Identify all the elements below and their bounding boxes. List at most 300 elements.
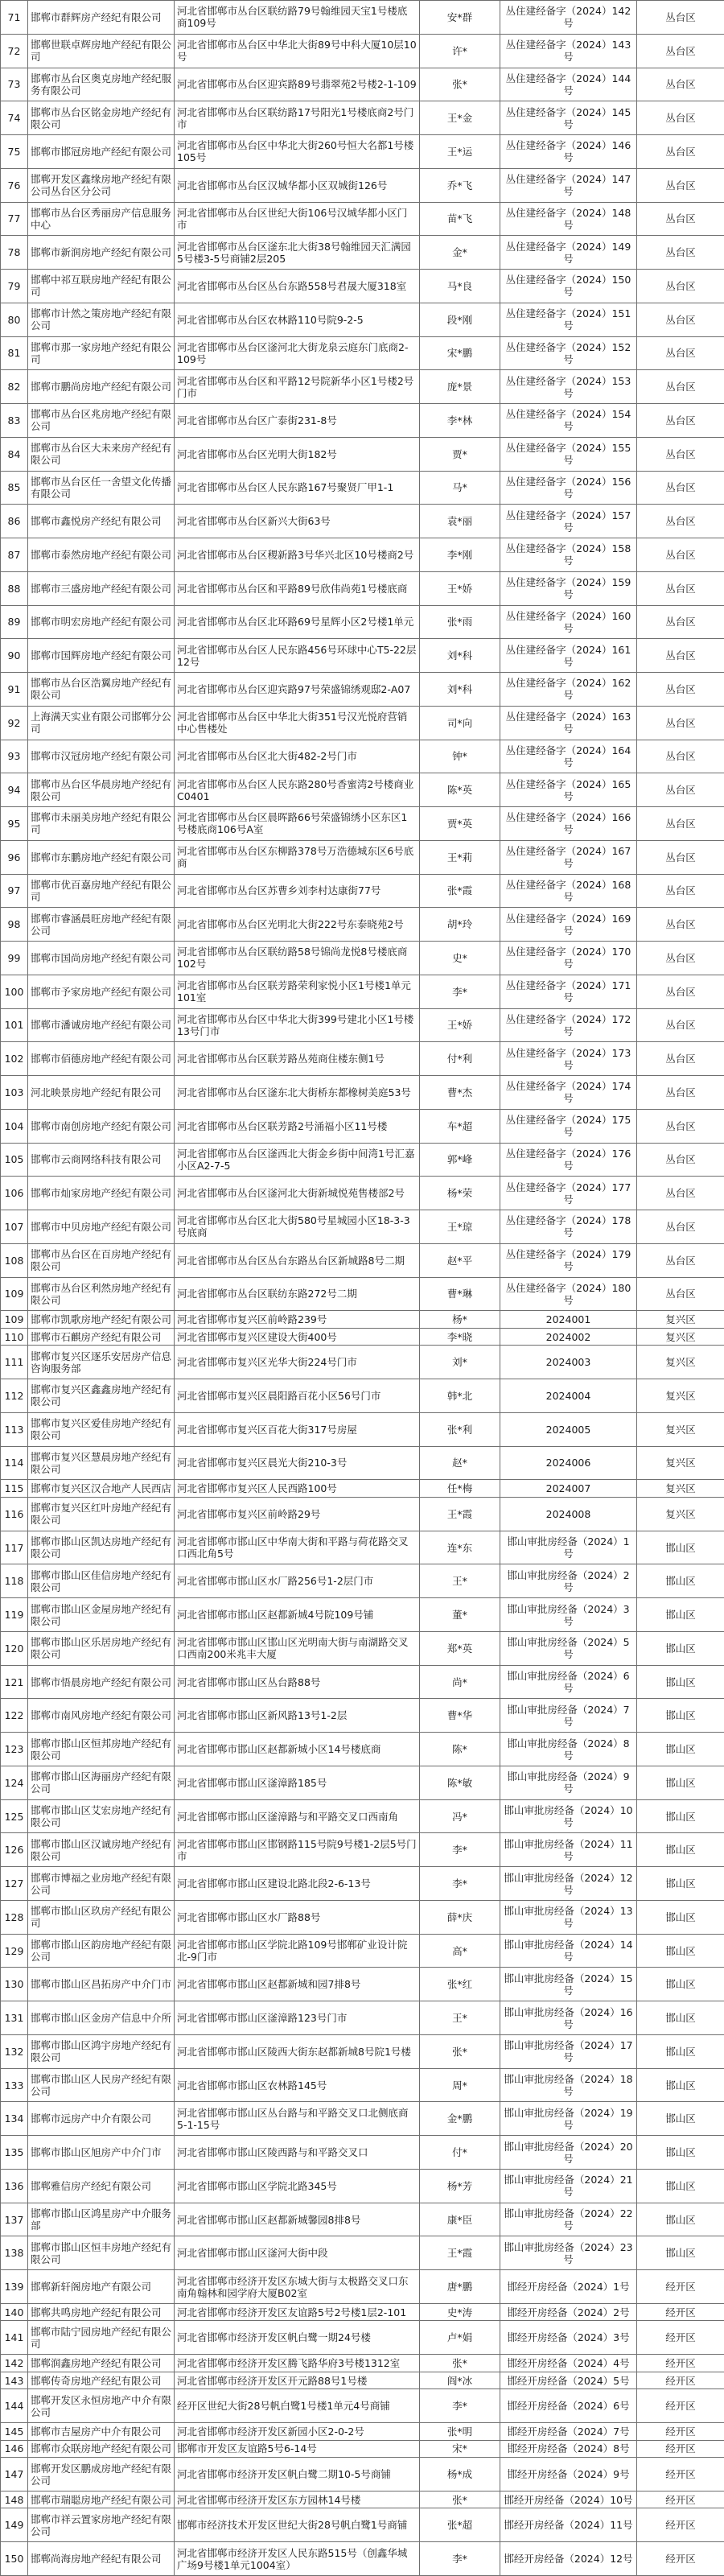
filing-number: 邯经开房经备（2024）3号 (500, 2321, 637, 2355)
row-number: 81 (1, 336, 28, 370)
row-number: 127 (1, 1867, 28, 1901)
table-row (1, 1598, 724, 1632)
business-address: 河北省邯郸市丛台区联芳路2号涌福小区11号楼 (175, 1109, 420, 1143)
row-number: 103 (1, 1076, 28, 1110)
district: 邯山区 (637, 1900, 724, 1934)
contact-person: 王* (420, 2001, 500, 2035)
contact-person: 王* (420, 1564, 500, 1598)
table-row (1, 370, 724, 404)
contact-person: 张*明 (420, 2423, 500, 2441)
table-row (1, 1766, 724, 1799)
contact-person: 董* (420, 1598, 500, 1632)
business-address: 河北省邯郸市邯山区学院北路345号 (175, 2169, 420, 2203)
filing-number: 2024001 (500, 1311, 637, 1329)
filing-number: 邯经开房经备（2024）7号 (500, 2423, 637, 2441)
row-number: 94 (1, 773, 28, 807)
company-name: 邯郸润鑫房地产经纪有限公司 (28, 2355, 175, 2372)
filing-number: 邯山审批房经备（2024）8号 (500, 1733, 637, 1766)
table-row (1, 303, 724, 336)
filing-number: 邯山审批房经备（2024）12号 (500, 1867, 637, 1901)
table-row (1, 2355, 724, 2372)
district: 经开区 (637, 2542, 724, 2576)
contact-person: 钟* (420, 740, 500, 773)
contact-person: 宋*鹏 (420, 336, 500, 370)
district: 经开区 (637, 2458, 724, 2492)
business-address: 河北省邯郸市丛台区滏东北大街桥东都橡树美庭53号 (175, 1076, 420, 1110)
business-address: 河北省邯郸市丛台区世纪大街106号汉城华都小区门市 (175, 202, 420, 236)
company-name: 邯郸市复兴区汉合地产人民西店 (28, 1480, 175, 1498)
company-name: 邯郸市佰德房地产经纪有限公司 (28, 1042, 175, 1076)
row-number: 82 (1, 370, 28, 404)
row-number: 110 (1, 1328, 28, 1346)
company-name: 邯郸市邯山区昌拓房产中介门市 (28, 1968, 175, 2001)
row-number: 109 (1, 1311, 28, 1329)
row-number: 84 (1, 437, 28, 471)
company-name: 邯郸市优百嘉房地产经纪有限公司 (28, 874, 175, 908)
company-name: 邯郸市陆宁园房地产经纪有限公司 (28, 2321, 175, 2355)
contact-person: 庞*景 (420, 370, 500, 404)
row-number: 149 (1, 2508, 28, 2542)
district: 丛台区 (637, 202, 724, 236)
row-number: 89 (1, 605, 28, 639)
filing-number: 邯经开房经备（2024）8号 (500, 2440, 637, 2458)
district: 邯山区 (637, 1934, 724, 1968)
company-name: 邯郸市潘诚房地产经纪有限公司 (28, 1008, 175, 1042)
district: 邯山区 (637, 2169, 724, 2203)
business-address: 河北省邯郸市复兴区前岭路239号 (175, 1311, 420, 1329)
company-name: 邯郸市邯冠房地产经纪有限公司 (28, 135, 175, 169)
filing-number: 丛住建经备字（2024）159号 (500, 571, 637, 605)
row-number: 72 (1, 34, 28, 68)
row-number: 144 (1, 2389, 28, 2423)
table-row (1, 673, 724, 707)
row-number: 114 (1, 1446, 28, 1480)
row-number: 90 (1, 639, 28, 673)
filing-number: 丛住建经备字（2024）173号 (500, 1042, 637, 1076)
business-address: 河北省邯郸市丛台区滏河北大街新城悦苑售楼部2号 (175, 1177, 420, 1210)
table-row (1, 1311, 724, 1329)
table-row (1, 135, 724, 169)
table-row (1, 1042, 724, 1076)
table-row (1, 874, 724, 908)
table-row (1, 68, 724, 101)
company-name: 邯郸市复兴区逐乐安居房产信息咨询服务部 (28, 1346, 175, 1379)
filing-number: 丛住建经备字（2024）155号 (500, 437, 637, 471)
business-address: 河北省邯郸市丛台区迎宾路97号荣盛锦绣观邸2-A07 (175, 673, 420, 707)
business-address: 河北省邯郸市邯山区新风路13号1-2层 (175, 1699, 420, 1733)
district: 邯山区 (637, 1766, 724, 1799)
filing-number: 邯经开房经备（2024）12号 (500, 2542, 637, 2576)
contact-person: 周* (420, 2068, 500, 2102)
company-name: 邯郸市予家房地产经纪有限公司 (28, 975, 175, 1008)
company-name: 邯郸市丛台区浩翼房地产经纪有限公司 (28, 673, 175, 707)
table-row (1, 639, 724, 673)
district: 经开区 (637, 2372, 724, 2389)
row-number: 77 (1, 202, 28, 236)
row-number: 104 (1, 1109, 28, 1143)
business-address: 河北省邯郸市经济开发区腾飞路华府3号楼1312室 (175, 2355, 420, 2372)
filing-number: 邯山审批房经备（2024）10号 (500, 1799, 637, 1833)
table-row (1, 2423, 724, 2441)
business-address: 河北省邯郸市邯山区滏漳路123号门市 (175, 2001, 420, 2035)
table-row (1, 202, 724, 236)
district: 丛台区 (637, 404, 724, 438)
contact-person: 李*刚 (420, 538, 500, 572)
contact-person: 安*群 (420, 1, 500, 35)
contact-person: 付*利 (420, 1042, 500, 1076)
business-address: 河北省邯郸市邯山区邯钢路115号院9号楼1-2层5号门市 (175, 1833, 420, 1867)
contact-person: 李* (420, 1833, 500, 1867)
row-number: 126 (1, 1833, 28, 1867)
row-number: 131 (1, 2001, 28, 2035)
business-address: 河北省邯郸市丛台区中华北大街260号恒大名都1号楼105号 (175, 135, 420, 169)
filing-number: 邯山审批房经备（2024）5号 (500, 1631, 637, 1665)
company-name: 邯郸市丛台区奥克房地产经纪服务有限公司 (28, 68, 175, 101)
filing-number: 邯山审批房经备（2024）20号 (500, 2136, 637, 2170)
table-row (1, 1277, 724, 1311)
district: 丛台区 (637, 840, 724, 874)
table-row (1, 1631, 724, 1665)
filing-number: 邯山审批房经备（2024）19号 (500, 2102, 637, 2136)
company-name: 邯郸市石麒房产经纪有限公司 (28, 1328, 175, 1346)
filing-number: 邯山审批房经备（2024）17号 (500, 2034, 637, 2068)
district: 丛台区 (637, 370, 724, 404)
district: 经开区 (637, 2491, 724, 2508)
table-row (1, 1665, 724, 1699)
district: 丛台区 (637, 1277, 724, 1311)
business-address: 河北省邯郸市复兴区人民西路100号 (175, 1480, 420, 1498)
business-address: 河北省邯郸市丛台区东柳路378号万浩德城东区6号底商 (175, 840, 420, 874)
contact-person: 史*涛 (420, 2303, 500, 2321)
filing-number: 2024003 (500, 1346, 637, 1379)
table-row (1, 1699, 724, 1733)
filing-number: 丛住建经备字（2024）175号 (500, 1109, 637, 1143)
business-address: 河北省邯郸市丛台区晨晖路66号荣盛锦绣小区东区1号楼底商106号A室 (175, 807, 420, 841)
company-name: 邯郸尚海房地产经纪有限公司 (28, 2542, 175, 2576)
row-number: 121 (1, 1665, 28, 1699)
business-address: 河北省邯郸市丛台区滏西北大街金乡街中间湾1号汇嘉小区A2-7-5 (175, 1143, 420, 1177)
contact-person: 金*鹏 (420, 2102, 500, 2136)
district: 邯山区 (637, 1867, 724, 1901)
table-row (1, 1968, 724, 2001)
row-number: 141 (1, 2321, 28, 2355)
district: 邯山区 (637, 2203, 724, 2236)
table-row (1, 2491, 724, 2508)
row-number: 98 (1, 908, 28, 942)
business-address: 河北省邯郸市邯山区赵都新城小区14号楼底商 (175, 1733, 420, 1766)
contact-person: 车*超 (420, 1109, 500, 1143)
filing-number: 丛住建经备字（2024）145号 (500, 101, 637, 135)
company-name: 邯郸市邯山区乐居房地产经纪有限公司 (28, 1631, 175, 1665)
district: 丛台区 (637, 1243, 724, 1277)
filing-number: 邯山审批房经备（2024）7号 (500, 1699, 637, 1733)
business-address: 河北省邯郸市丛台区光明大街182号 (175, 437, 420, 471)
district: 经开区 (637, 2270, 724, 2304)
row-number: 125 (1, 1799, 28, 1833)
company-name: 邯郸市丛台区在百房地产经纪有限公司 (28, 1243, 175, 1277)
contact-person: 张* (420, 68, 500, 101)
district: 丛台区 (637, 471, 724, 505)
row-number: 92 (1, 706, 28, 740)
contact-person: 赵* (420, 1446, 500, 1480)
contact-person: 陈*敏 (420, 1766, 500, 1799)
row-number: 95 (1, 807, 28, 841)
contact-person: 李* (420, 2389, 500, 2423)
company-name: 邯郸市计然之策房地产经纪有限公司 (28, 303, 175, 336)
business-address: 河北省邯郸市邯山区丛台路88号 (175, 1665, 420, 1699)
table-row (1, 437, 724, 471)
table-row (1, 1480, 724, 1498)
row-number: 76 (1, 168, 28, 202)
business-address: 河北省邯郸市复兴区晨阳路百花小区56号门市 (175, 1379, 420, 1413)
filing-number: 邯山审批房经备（2024）16号 (500, 2001, 637, 2035)
filing-number: 丛住建经备字（2024）160号 (500, 605, 637, 639)
district: 丛台区 (637, 1177, 724, 1210)
contact-person: 尚* (420, 1665, 500, 1699)
table-row (1, 2508, 724, 2542)
table-row (1, 975, 724, 1008)
district: 邯山区 (637, 2236, 724, 2270)
district: 邯山区 (637, 2068, 724, 2102)
district: 丛台区 (637, 1008, 724, 1042)
business-address: 河北省邯郸市经济开发区开元路88号1号楼 (175, 2372, 420, 2389)
company-name: 邯郸市东鹏房地产经纪有限公司 (28, 840, 175, 874)
filing-number: 邯经开房经备（2024）10号 (500, 2491, 637, 2508)
row-number: 86 (1, 505, 28, 538)
company-name: 邯郸市丛台区利然房地产经纪有限公司 (28, 1277, 175, 1311)
contact-person: 张*超 (420, 2508, 500, 2542)
company-name: 邯郸市邯山区玖房产经纪有限公司 (28, 1900, 175, 1934)
company-name: 邯郸市复兴区爱佳房地产经纪有限公司 (28, 1412, 175, 1446)
contact-person: 刘*科 (420, 673, 500, 707)
business-address: 河北省邯郸市丛台区人民东路167号聚贤厂甲1-1 (175, 471, 420, 505)
table-row (1, 34, 724, 68)
contact-person: 司*向 (420, 706, 500, 740)
row-number: 137 (1, 2203, 28, 2236)
company-name: 邯郸世联卓辉房地产经纪有限公司 (28, 34, 175, 68)
filing-number: 丛住建经备字（2024）164号 (500, 740, 637, 773)
filing-number: 丛住建经备字（2024）150号 (500, 270, 637, 303)
business-address: 河北省邯郸市丛台区和平路89号欣伟尚苑1号楼底商 (175, 571, 420, 605)
table-row (1, 1412, 724, 1446)
company-name: 邯郸传奇房地产经纪有限公司 (28, 2372, 175, 2389)
row-number: 73 (1, 68, 28, 101)
district: 邯山区 (637, 2102, 724, 2136)
district: 丛台区 (637, 1, 724, 35)
table-row (1, 1446, 724, 1480)
row-number: 115 (1, 1480, 28, 1498)
business-address: 河北省邯郸市经济开发区帆白鹭一期24号楼 (175, 2321, 420, 2355)
table-row (1, 1, 724, 35)
row-number: 129 (1, 1934, 28, 1968)
business-address: 河北省邯郸市丛台区滏东北大街38号翰维园天汇满园5号楼3-5号商铺2层205 (175, 236, 420, 270)
row-number: 87 (1, 538, 28, 572)
filing-number: 丛住建经备字（2024）163号 (500, 706, 637, 740)
company-name: 邯郸市瑞聪房地产经纪有限公司 (28, 2491, 175, 2508)
filing-number: 邯经开房经备（2024）9号 (500, 2458, 637, 2492)
filing-number: 丛住建经备字（2024）170号 (500, 942, 637, 975)
row-number: 123 (1, 1733, 28, 1766)
row-number: 146 (1, 2440, 28, 2458)
business-address: 河北省邯郸市经济开发区新园小区2-0-2号 (175, 2423, 420, 2441)
company-name: 河北映景房地产经纪有限公司 (28, 1076, 175, 1110)
company-name: 邯郸市明宏房地产经纪有限公司 (28, 605, 175, 639)
row-number: 71 (1, 1, 28, 35)
business-address: 河北省邯郸市丛台区北大街482-2号门市 (175, 740, 420, 773)
district: 经开区 (637, 2355, 724, 2372)
company-name: 邯郸市丛台区铭金房地产经纪有限公司 (28, 101, 175, 135)
district: 丛台区 (637, 437, 724, 471)
business-address: 河北省邯郸市邯山区邯山区光明南大街与南湖路交叉口西南200米兆丰大厦 (175, 1631, 420, 1665)
filing-number: 丛住建经备字（2024）166号 (500, 807, 637, 841)
contact-person: 郑*英 (420, 1631, 500, 1665)
business-address: 河北省邯郸市邯山区陵西路与和平路交叉口 (175, 2136, 420, 2170)
contact-person: 曹*杰 (420, 1076, 500, 1110)
filing-number: 丛住建经备字（2024）154号 (500, 404, 637, 438)
row-number: 106 (1, 1177, 28, 1210)
table-row (1, 2303, 724, 2321)
company-name: 邯郸市南风房地产经纪有限公司 (28, 1699, 175, 1733)
row-number: 138 (1, 2236, 28, 2270)
district: 复兴区 (637, 1497, 724, 1531)
table-row (1, 807, 724, 841)
table-row (1, 2169, 724, 2203)
row-number: 128 (1, 1900, 28, 1934)
company-name: 邯郸市复兴区鑫鑫房地产经纪有限公司 (28, 1379, 175, 1413)
contact-person: 王*莉 (420, 840, 500, 874)
table-row (1, 2372, 724, 2389)
business-address: 河北省邯郸市邯山区中华南大街和平路与荷花路交叉口西北角5号 (175, 1531, 420, 1564)
filing-number: 丛住建经备字（2024）168号 (500, 874, 637, 908)
table-row (1, 2203, 724, 2236)
row-number: 130 (1, 1968, 28, 2001)
district: 丛台区 (637, 605, 724, 639)
filing-number: 丛住建经备字（2024）142号 (500, 1, 637, 35)
company-name: 邯郸市邯山区金屋房地产经纪有限公司 (28, 1598, 175, 1632)
business-address: 河北省邯郸市丛台区北大街580号星城园小区18-3-3号底商 (175, 1210, 420, 1244)
company-name: 邯郸市国尚房地产经纪有限公司 (28, 942, 175, 975)
business-address: 河北省邯郸市丛台区联纺路58号锦尚龙悦8号楼底商102号 (175, 942, 420, 975)
company-name: 邯郸市中贝房地产经纪有限公司 (28, 1210, 175, 1244)
district: 邯山区 (637, 1968, 724, 2001)
contact-person: 付* (420, 2136, 500, 2170)
table-row (1, 336, 724, 370)
filing-number: 丛住建经备字（2024）165号 (500, 773, 637, 807)
district: 丛台区 (637, 874, 724, 908)
business-address: 河北省邯郸市丛台区苏曹乡刘李村达康街77号 (175, 874, 420, 908)
company-name: 邯郸市三盛房地产经纪有限公司 (28, 571, 175, 605)
filing-number: 2024006 (500, 1446, 637, 1480)
business-address: 河北省邯郸市丛台区中华北大街351号汉光悦府营销中心售楼处 (175, 706, 420, 740)
district: 丛台区 (637, 336, 724, 370)
contact-person: 马*良 (420, 270, 500, 303)
filing-number: 邯山审批房经备（2024）11号 (500, 1833, 637, 1867)
contact-person: 王*金 (420, 101, 500, 135)
district: 丛台区 (637, 1210, 724, 1244)
filing-number: 2024002 (500, 1328, 637, 1346)
company-name: 邯郸市丛台区大未来房产经纪有限公司 (28, 437, 175, 471)
row-number: 85 (1, 471, 28, 505)
row-number: 150 (1, 2542, 28, 2576)
row-number: 108 (1, 1243, 28, 1277)
table-row (1, 1531, 724, 1564)
company-name: 邯郸市邯山区恒丰房地产经纪有限公司 (28, 2236, 175, 2270)
company-name: 邯郸市未丽美房地产经纪有限公司 (28, 807, 175, 841)
business-address: 河北省邯郸市丛台区迎宾路89号翡翠苑2号楼2-1-109 (175, 68, 420, 101)
contact-person: 马* (420, 471, 500, 505)
row-number: 99 (1, 942, 28, 975)
table-row (1, 1833, 724, 1867)
contact-person: 张* (420, 2491, 500, 2508)
table-row (1, 605, 724, 639)
business-address: 河北省邯郸市丛台区联纺路17号阳光1号楼底商2号门市 (175, 101, 420, 135)
table-row (1, 1799, 724, 1833)
district: 丛台区 (637, 236, 724, 270)
filing-number: 邯山审批房经备（2024）23号 (500, 2236, 637, 2270)
business-address: 河北省邯郸市丛台区联芳路丛苑商住楼东侧1号 (175, 1042, 420, 1076)
contact-person: 金* (420, 236, 500, 270)
district: 丛台区 (637, 68, 724, 101)
district: 经开区 (637, 2389, 724, 2423)
company-name: 邯郸市丛台区任一舍望文化传播有限公司 (28, 471, 175, 505)
contact-person: 李*晓 (420, 1328, 500, 1346)
contact-person: 薛*庆 (420, 1900, 500, 1934)
company-name: 邯郸雅信房产经纪有限公司 (28, 2169, 175, 2203)
company-name: 邯郸市那一家房地产经纪有限公司 (28, 336, 175, 370)
contact-person: 卢*娟 (420, 2321, 500, 2355)
contact-person: 李* (420, 2542, 500, 2576)
contact-person: 史* (420, 942, 500, 975)
row-number: 119 (1, 1598, 28, 1632)
contact-person: 康*臣 (420, 2203, 500, 2236)
table-row (1, 538, 724, 572)
contact-person: 王*娇 (420, 571, 500, 605)
filing-number: 丛住建经备字（2024）169号 (500, 908, 637, 942)
table-row (1, 2001, 724, 2035)
row-number: 142 (1, 2355, 28, 2372)
company-name: 邯郸市邯山区韵房地产经纪有限公司 (28, 1934, 175, 1968)
company-name: 邯郸市邯山区海丽房产经纪有限公司 (28, 1766, 175, 1799)
table-row (1, 840, 724, 874)
table-row (1, 1564, 724, 1598)
contact-person: 郭*峰 (420, 1143, 500, 1177)
filing-number: 2024007 (500, 1480, 637, 1498)
company-name: 邯郸开发区鑫缘房地产经纪有限公司丛台区分公司 (28, 168, 175, 202)
district: 丛台区 (637, 270, 724, 303)
company-name: 邯郸市凯歌房地产经纪有限公司 (28, 1311, 175, 1329)
contact-person: 冯* (420, 1799, 500, 1833)
filing-number: 邯经开房经备（2024）1号 (500, 2270, 637, 2304)
row-number: 79 (1, 270, 28, 303)
business-address: 河北省邯郸市丛台区稷新路3号华兴北区10号楼商2号 (175, 538, 420, 572)
district: 邯山区 (637, 1699, 724, 1733)
company-name: 邯郸市邯山区金房产信息中介所 (28, 2001, 175, 2035)
company-name: 邯郸新轩阁房地产有限公司 (28, 2270, 175, 2304)
district: 丛台区 (637, 505, 724, 538)
filing-number: 丛住建经备字（2024）180号 (500, 1277, 637, 1311)
table-row (1, 740, 724, 773)
company-name: 上海满天实业有限公司邯郸分公司 (28, 706, 175, 740)
contact-person: 刘*科 (420, 639, 500, 673)
district: 邯山区 (637, 1598, 724, 1632)
company-name: 邯郸市复兴区慧晨房地产经纪有限公司 (28, 1446, 175, 1480)
company-name: 邯郸市邯山区鸿星房产中介服务部 (28, 2203, 175, 2236)
row-number: 113 (1, 1412, 28, 1446)
district: 丛台区 (637, 571, 724, 605)
business-address: 河北省邯郸市复兴区百花大街317号房屋 (175, 1412, 420, 1446)
contact-person: 苗*飞 (420, 202, 500, 236)
filing-number: 丛住建经备字（2024）177号 (500, 1177, 637, 1210)
